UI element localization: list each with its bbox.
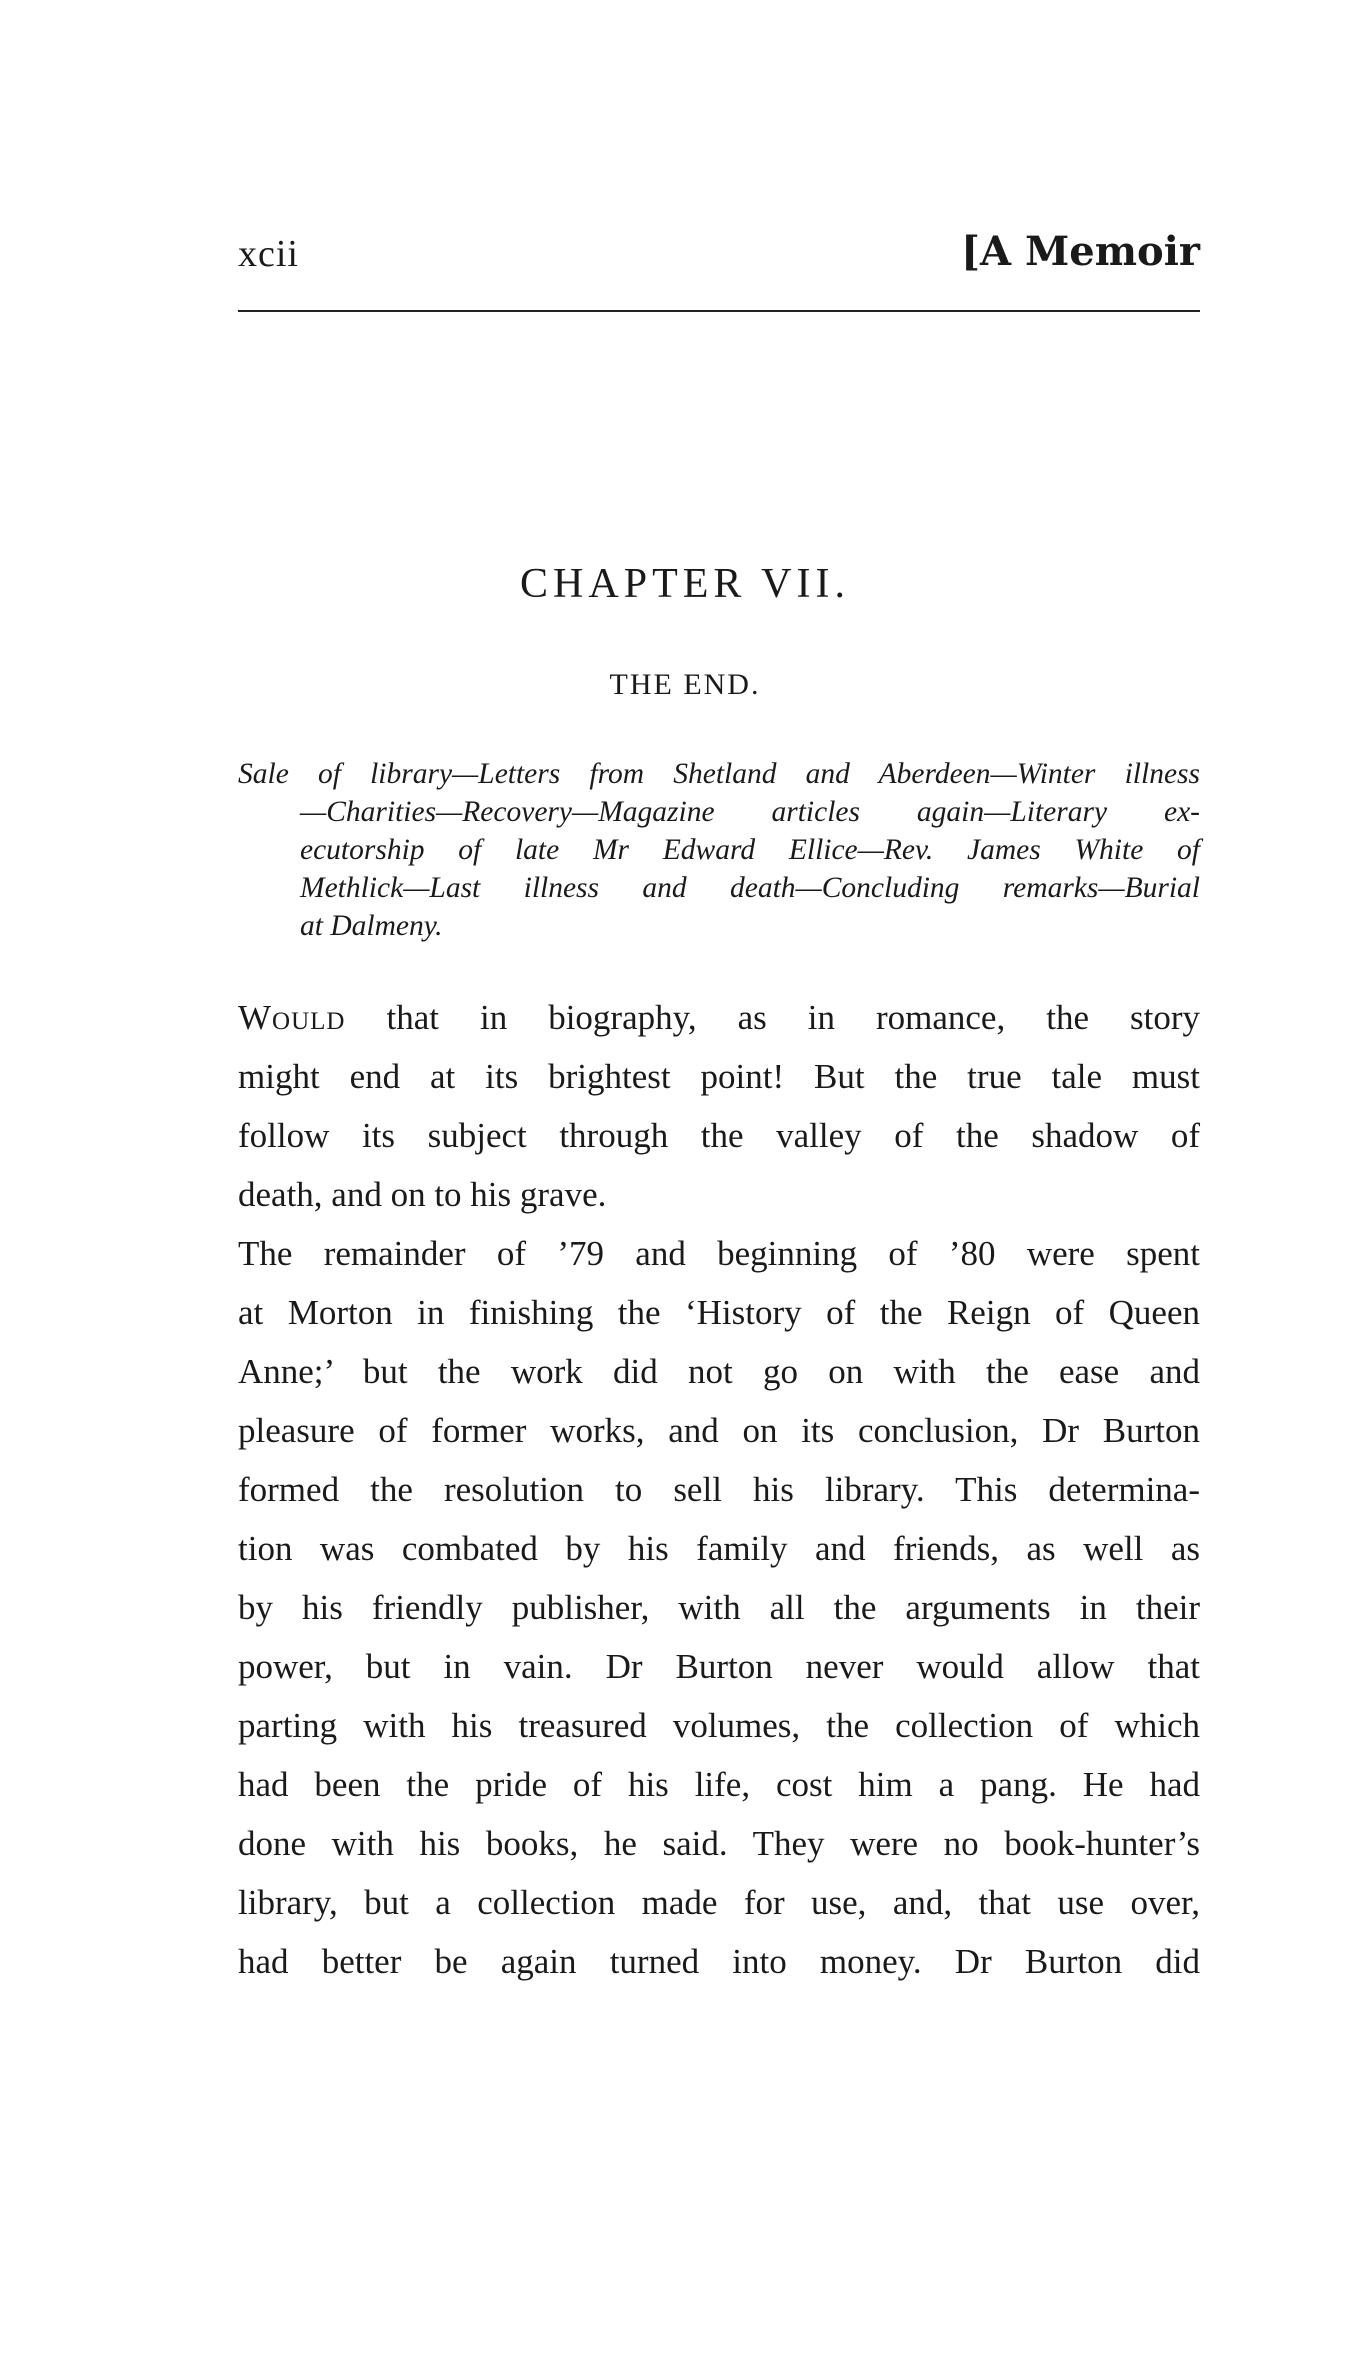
chapter-subtitle: THE END.: [609, 668, 761, 701]
paragraph-2-line: parting with his treasured volumes, the collection of which: [238, 1706, 1200, 1745]
synopsis-line: ecutorship of late Mr Edward Ellice—Rev. James White of: [300, 834, 1200, 866]
running-head: [238, 228, 1200, 292]
paragraph-2-line: power, but in vain. Dr Burton never would allow that: [238, 1647, 1200, 1686]
paragraph-2-line: The remainder of ’79 and beginning of ’80 were spent: [238, 1234, 1200, 1273]
chapter-synopsis: [238, 755, 1200, 945]
paragraph-1-line: might end at its brightest point! But the true tale must: [238, 1057, 1200, 1096]
running-title: [A Memoir: [961, 228, 1200, 275]
paragraph-2-line: pleasure of former works, and on its conclusion, Dr Burton: [238, 1411, 1200, 1450]
line-text: that in biography, as in romance, the story: [345, 998, 1200, 1037]
synopsis-line: Sale of library—Letters from Shetland and Aberdeen—Winter illness: [238, 758, 1200, 790]
paragraph-2-line: tion was combated by his family and friends, as well as: [238, 1529, 1200, 1568]
paragraph-2-line: done with his books, he said. They were no book-hunter’s: [238, 1824, 1200, 1863]
paragraph-1-line: [238, 988, 1200, 1047]
paragraph-2-line: library, but a collection made for use, and, that use over,: [238, 1883, 1200, 1922]
opening-word: Would: [238, 998, 346, 1037]
synopsis-line: at Dalmeny.: [300, 910, 443, 942]
paragraph-2-line: by his friendly publisher, with all the arguments in their: [238, 1588, 1200, 1627]
page-number: xcii: [238, 233, 299, 275]
header-rule: [238, 310, 1200, 312]
chapter-title: CHAPTER VII.: [520, 561, 850, 607]
paragraph-2-line: at Morton in finishing the ‘History of the Reign of Queen: [238, 1293, 1200, 1332]
synopsis-line: —Charities—Recovery—Magazine articles again—Literary ex-: [300, 796, 1200, 828]
paragraph-1-line: death, and on to his grave.: [238, 1175, 607, 1214]
synopsis-line: Methlick—Last illness and death—Concluding remarks—Burial: [300, 872, 1200, 904]
paragraph-2-line: had been the pride of his life, cost him a pang. He had: [238, 1765, 1200, 1804]
paragraph-1-line: follow its subject through the valley of the shadow of: [238, 1116, 1200, 1155]
paragraph-2-line: formed the resolution to sell his library. This determina-: [238, 1470, 1200, 1509]
paragraph-2-line: had better be again turned into money. Dr Burton did: [238, 1942, 1200, 1981]
body-text: [238, 988, 1200, 1991]
paragraph-2-line: Anne;’ but the work did not go on with the ease and: [238, 1352, 1200, 1391]
